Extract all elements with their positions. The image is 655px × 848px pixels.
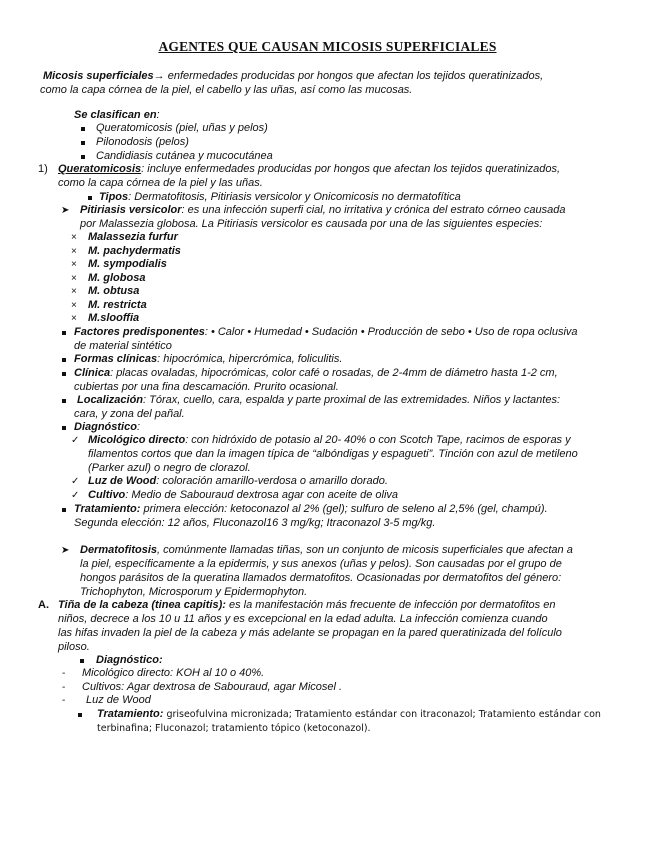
factores-line-2: de material sintético bbox=[74, 340, 172, 352]
tina-term: Tiña de la cabeza (tinea capitis): bbox=[58, 599, 226, 611]
bullet-square-icon bbox=[81, 141, 85, 145]
clasifican-item: Candidiasis cutánea y mucocutánea bbox=[96, 150, 273, 162]
dash-bullet: - bbox=[62, 695, 66, 706]
tina-diag-item: Cultivos: Agar dextrosa de Sabouraud, agar Micosel . bbox=[82, 681, 343, 693]
species-item: M. obtusa bbox=[88, 285, 140, 297]
clinica-line-2: cubiertas por una fina descamación. Prurito ocasional. bbox=[74, 381, 339, 393]
intro-term: Micosis superficiales bbox=[43, 70, 154, 82]
bullet-square-icon bbox=[62, 372, 66, 376]
tina-tratamiento-line-1: Tratamiento: griseofulvina micronizada; Tratamiento estándar con itraconazol; Tratamiento estándar con bbox=[97, 708, 601, 720]
species-item: M. restricta bbox=[88, 299, 147, 311]
arrowhead-bullet-icon: ➤ bbox=[61, 205, 70, 216]
dermatofitosis-line-4: Trichophyton, Microsporum y Epidermophyton. bbox=[80, 586, 308, 598]
species-item: Malassezia furfur bbox=[88, 231, 178, 243]
tina-line-1: Tiña de la cabeza (tinea capitis): es la manifestación más frecuente de infección por dermatofitos en bbox=[58, 599, 556, 611]
factores-line-1: Factores predisponentes: • Calor • Humedad • Sudación • Producción de sebo • Uso de ropa oclusiva bbox=[74, 326, 578, 338]
cultivo-line: Cultivo: Medio de Sabouraud dextrosa agar con aceite de oliva bbox=[88, 489, 399, 501]
cross-bullet-icon: × bbox=[71, 300, 77, 311]
dermatofitosis-line-2: la piel, específicamente a la epidermis, y sus anexos (uñas y pelos). Son causadas por el grupo de bbox=[80, 558, 562, 570]
queratomicosis-line-1: Queratomicosis: incluye enfermedades producidas por hongos que afectan los tejidos queratinizados, bbox=[58, 163, 561, 175]
cross-bullet-icon: × bbox=[71, 232, 77, 243]
clasifican-item: Queratomicosis (piel, uñas y pelos) bbox=[96, 122, 268, 134]
tipos-line: Tipos: Dermatofitosis, Pitiriasis versicolor y Onicomicosis no dermatofítica bbox=[99, 191, 461, 203]
check-bullet-icon: ✓ bbox=[71, 476, 80, 487]
formas-line: Formas clínicas: hipocrómica, hipercrómica, foliculitis. bbox=[74, 353, 343, 365]
bullet-square-icon bbox=[62, 331, 66, 335]
tratamiento-line-1: Tratamiento: primera elección: ketoconazol al 2% (gel); sulfuro de seleno al 2,5% (gel, champú). bbox=[74, 503, 548, 515]
pitiriasis-line-2: por Malassezia globosa. La Pitiriasis versicolor es causada por una de las siguientes especies: bbox=[80, 218, 543, 230]
dash-bullet: - bbox=[62, 682, 66, 693]
bullet-square-icon bbox=[88, 196, 92, 200]
tina-diag-item: Luz de Wood bbox=[86, 694, 151, 706]
cross-bullet-icon: × bbox=[71, 313, 77, 324]
wood-line: Luz de Wood: coloración amarillo-verdosa o amarillo dorado. bbox=[88, 475, 388, 487]
bullet-square-icon bbox=[62, 358, 66, 362]
dermatofitosis-term: Dermatofitosis bbox=[80, 544, 158, 556]
cross-bullet-icon: × bbox=[71, 246, 77, 257]
intro-text-1: enfermedades producidas por hongos que afectan los tejidos queratinizados, bbox=[164, 70, 544, 82]
section-letter: A. bbox=[38, 599, 49, 611]
intro-line-1 bbox=[43, 70, 543, 83]
species-item: M. pachydermatis bbox=[88, 245, 181, 257]
arrowhead-bullet-icon: ➤ bbox=[61, 545, 70, 556]
tina-line-4: piloso. bbox=[58, 641, 90, 653]
micologico-line-2: filamentos cortos que dan la imagen típica de “albóndigas y espagueti”. Tinción con azul de metileno bbox=[88, 448, 578, 460]
intro-line-2: como la capa córnea de la piel, el cabello y las uñas, así como las mucosas. bbox=[40, 84, 413, 96]
pitiriasis-line-1: Pitiriasis versicolor: es una infección superfi cial, no irritativa y crónica del estrato córneo causada bbox=[80, 204, 566, 216]
dermatofitosis-line-3: hongos parásitos de la queratina llamados dermatofitos. Ocasionadas por dermatofitos del género: bbox=[80, 572, 562, 584]
diagnostico-heading: Diagnóstico: bbox=[74, 421, 141, 433]
tina-tratamiento-line-2: terbinafina; Fluconazol; tratamiento tópico (ketoconazol). bbox=[97, 723, 371, 734]
tina-line-3: las hifas invaden la piel de la cabeza y más adelante se propagan en la pared queratinizada del folículo bbox=[58, 627, 562, 639]
section-number: 1) bbox=[38, 163, 48, 175]
check-bullet-icon: ✓ bbox=[71, 435, 80, 446]
cross-bullet-icon: × bbox=[71, 259, 77, 270]
micologico-line-1: Micológico directo: con hidróxido de potasio al 20- 40% o con Scotch Tape, racimos de esporas y bbox=[88, 434, 571, 446]
cross-bullet-icon: × bbox=[71, 286, 77, 297]
species-item: M.slooffia bbox=[88, 312, 140, 324]
page-title: AGENTES QUE CAUSAN MICOSIS SUPERFICIALES bbox=[158, 39, 497, 54]
queratomicosis-line-2: como la capa córnea de la piel y las uñas. bbox=[58, 177, 263, 189]
clasifican-heading: Se clasifican en: bbox=[74, 109, 160, 121]
bullet-square-icon bbox=[62, 508, 66, 512]
queratomicosis-term: Queratomicosis bbox=[58, 163, 142, 175]
bullet-square-icon bbox=[62, 399, 66, 403]
tratamiento-line-2: Segunda elección: 12 años, Fluconazol16 3 mg/kg; Itraconazol 3-5 mg/kg. bbox=[74, 517, 436, 529]
bullet-square-icon bbox=[62, 426, 66, 430]
bullet-square-icon bbox=[80, 659, 84, 663]
localizacion-line-1: Localización: Tórax, cuello, cara, espalda y parte proximal de las extremidades. Niños y lactantes: bbox=[77, 394, 561, 406]
dermatofitosis-line-1: Dermatofitosis, comúnmente llamadas tiñas, son un conjunto de micosis superficiales que afectan a bbox=[80, 544, 573, 556]
intro-arrow: → bbox=[153, 70, 165, 82]
species-item: M. sympodialis bbox=[88, 258, 167, 270]
species-item: M. globosa bbox=[88, 272, 146, 284]
tina-diagnostico-heading: Diagnóstico: bbox=[96, 654, 163, 666]
bullet-square-icon bbox=[78, 713, 82, 717]
localizacion-line-2: cara, y zona del pañal. bbox=[74, 408, 185, 420]
bullet-square-icon bbox=[81, 127, 85, 131]
tina-line-2: niños, decrece a los 10 u 11 años y es excepcional en la edad adulta. La infección comienza cuando bbox=[58, 613, 548, 625]
dash-bullet: - bbox=[62, 668, 66, 679]
pitiriasis-term: Pitiriasis versicolor bbox=[80, 204, 182, 216]
tina-diag-item: Micológico directo: KOH al 10 o 40%. bbox=[82, 667, 265, 679]
bullet-square-icon bbox=[81, 155, 85, 159]
check-bullet-icon: ✓ bbox=[71, 490, 80, 501]
cross-bullet-icon: × bbox=[71, 273, 77, 284]
clinica-line-1: Clínica: placas ovaladas, hipocrómicas, color café o rosadas, de 2-4mm de diámetro hasta 1-2 cm, bbox=[74, 367, 558, 379]
clasifican-item: Pilonodosis (pelos) bbox=[96, 136, 189, 148]
micologico-line-3: (Parker azul) o negro de clorazol. bbox=[88, 462, 251, 474]
